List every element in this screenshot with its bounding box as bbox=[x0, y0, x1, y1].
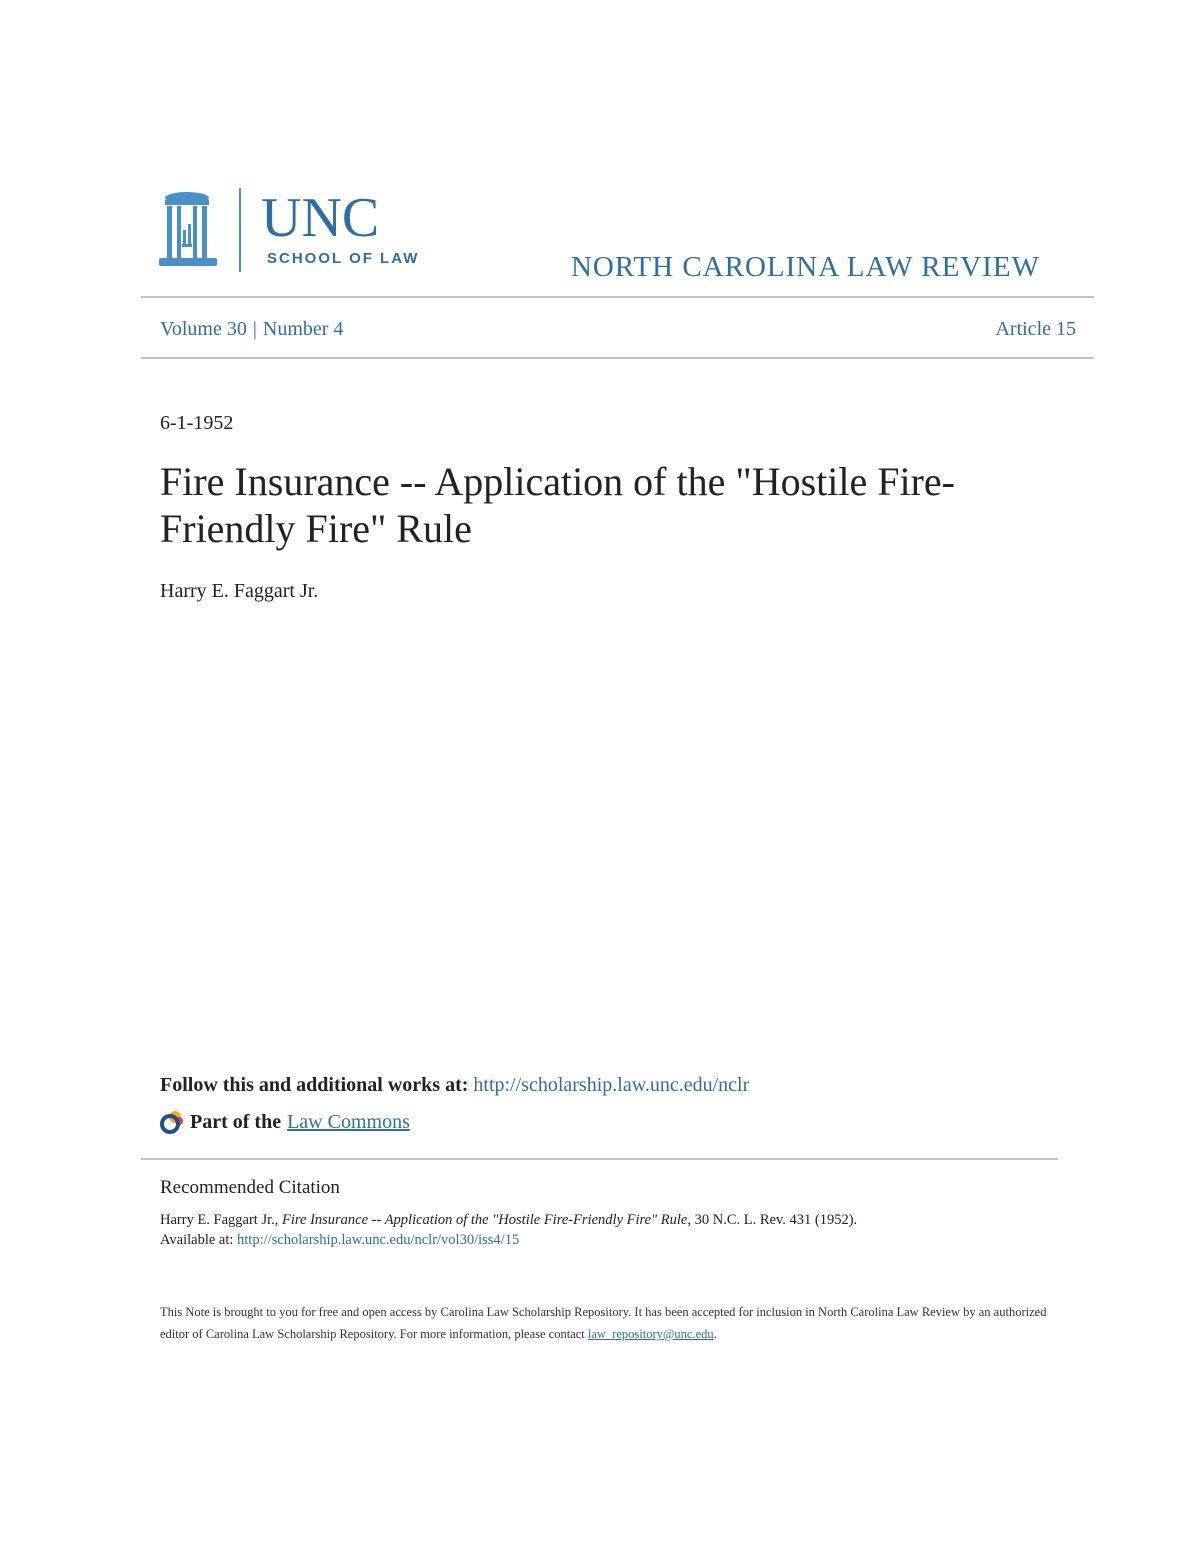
volume-link[interactable]: Volume 30 bbox=[160, 318, 247, 340]
available-label: Available at: bbox=[160, 1232, 234, 1248]
citation-text bbox=[160, 1210, 1060, 1250]
citation-author: Harry E. Faggart Jr., bbox=[160, 1212, 279, 1228]
divider bbox=[141, 296, 1094, 298]
number-link[interactable]: Number 4 bbox=[262, 318, 344, 340]
law-commons-link[interactable]: Law Commons bbox=[287, 1110, 410, 1133]
part-of-label: Part of the bbox=[190, 1110, 282, 1133]
part-of-line bbox=[160, 1109, 410, 1135]
notice-text: This Note is brought to you for free and open access by Carolina Law Scholarship Repository. It has been accepted for inclusion in North Carolina Law Review by an authorized editor of Carolina Law Scholarship Repository. For more information, please contact bbox=[160, 1305, 1047, 1341]
unc-school-of-law-logo bbox=[157, 186, 457, 276]
divider bbox=[141, 1158, 1058, 1160]
access-notice bbox=[160, 1301, 1050, 1345]
contact-email-link[interactable]: law_repository@unc.edu bbox=[587, 1327, 714, 1341]
citation-title: Fire Insurance -- Application of the "Hostile Fire-Friendly Fire" Rule bbox=[282, 1212, 688, 1228]
author: Harry E. Faggart Jr. bbox=[160, 580, 319, 602]
bepress-network-icon bbox=[160, 1109, 186, 1135]
logo-wordmark: UNC bbox=[261, 187, 380, 249]
repository-link[interactable]: http://scholarship.law.unc.edu/nclr bbox=[473, 1074, 750, 1096]
follow-line bbox=[160, 1074, 749, 1097]
old-well-icon bbox=[159, 192, 217, 266]
notice-end: . bbox=[713, 1327, 717, 1341]
logo-subtitle: SCHOOL OF LAW bbox=[267, 250, 420, 267]
divider bbox=[141, 357, 1094, 359]
citation-source: , 30 N.C. L. Rev. 431 (1952). bbox=[687, 1212, 858, 1228]
article-link[interactable]: Article 15 bbox=[995, 318, 1076, 340]
publication-date: 6-1-1952 bbox=[160, 412, 234, 434]
follow-label: Follow this and additional works at: bbox=[160, 1074, 469, 1096]
article-title: Fire Insurance -- Application of the "Hostile Fire-Friendly Fire" Rule bbox=[160, 459, 955, 551]
journal-title: NORTH CAROLINA LAW REVIEW bbox=[570, 251, 1040, 283]
volume-number bbox=[160, 318, 343, 341]
citation-url-link[interactable]: http://scholarship.law.unc.edu/nclr/vol30/iss4/15 bbox=[237, 1232, 520, 1248]
volume-separator: | bbox=[252, 318, 257, 340]
recommended-citation-heading: Recommended Citation bbox=[160, 1177, 340, 1198]
